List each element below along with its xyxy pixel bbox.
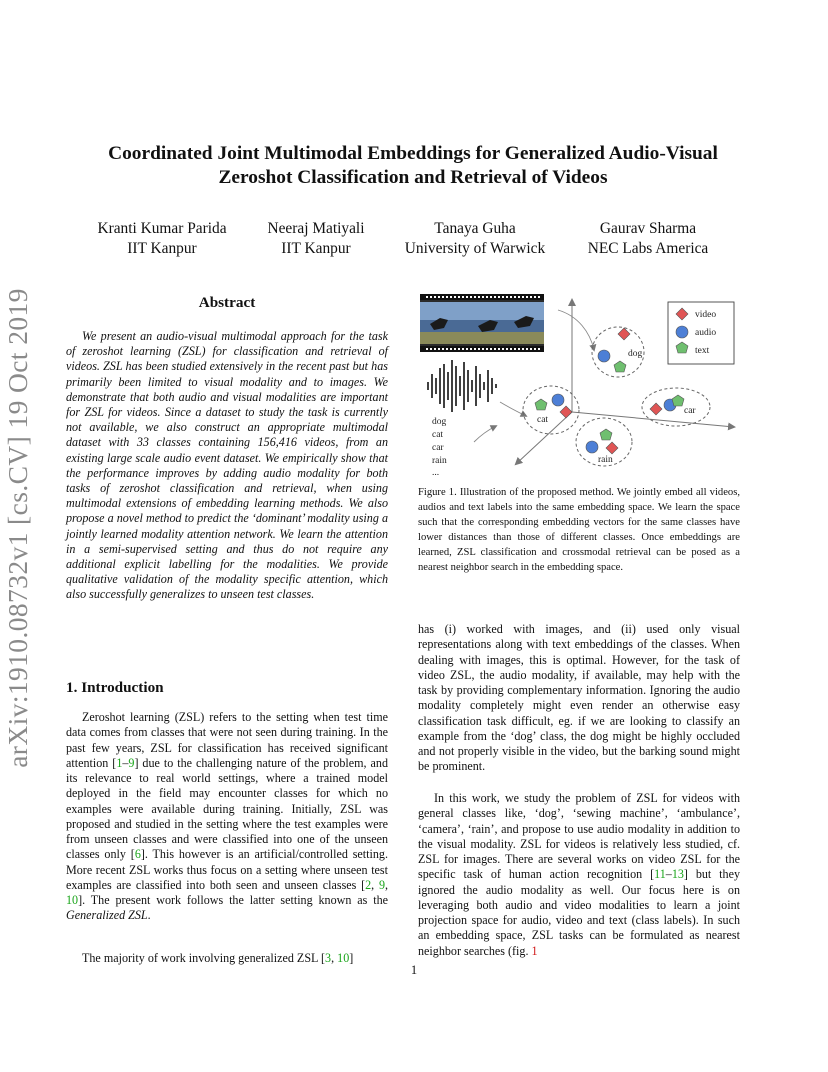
intro-paragraph-1 [66, 710, 388, 924]
citation-link[interactable]: 10 [66, 893, 79, 907]
citation-link[interactable]: 1 [116, 755, 123, 770]
author-affiliation: IIT Kanpur [281, 239, 351, 257]
citation-link[interactable]: 9 [128, 755, 135, 770]
word-label: rain [432, 456, 447, 466]
title-line-2: Zeroshot Classification and Retrieval of Videos [218, 167, 608, 188]
citation-link[interactable]: 3 [325, 951, 332, 965]
text-run: ] but they ignored the audio modality as well. Our focus here is on leveraging both audio and video modalities to learn a joint projection space for audio, video and text (class labels). In such an embedding space, ZSL tasks can be formulated as nearest neighbor searches (fig. [418, 867, 740, 958]
text-run: , [331, 951, 338, 965]
author-name: Tanaya Guha [434, 220, 516, 237]
title-line-1: Coordinated Joint Multimodal Embeddings for Generalized Audio-Visual [108, 143, 718, 164]
cluster-label-car: car [684, 406, 696, 416]
citation-link[interactable]: 6 [134, 847, 141, 862]
right-column-paragraph-1: has (i) worked with images, and (ii) used only visual representations along with text embeddings of the classes. When dealing with images, this is optimal. However, for the task of video ZSL, the audio modality, if available, may help with the task by providing complementary information. Ignoring the audio modality completely might even render an otherwise easy classification task difficult, eg. if we are looking to classify an example from the ‘dog’ class, the dog might be highly occluded and not properly visible in the video, but the barking sound might be prominent. [418, 622, 740, 774]
page-number: 1 [410, 963, 418, 977]
figure-legend [668, 302, 734, 364]
legend-label-audio: audio [695, 328, 717, 338]
text-run: – [122, 755, 129, 770]
cluster-cat [523, 386, 579, 434]
word-label: cat [432, 430, 444, 440]
cluster-label-dog: dog [628, 349, 643, 359]
figure-1-caption: Figure 1. Illustration of the proposed method. We jointly embed all videos, audios and text labels into the same embedding space. We learn the space such that the corresponding embedding vectors for the same classes have lower distances than those of different classes. Once embeddings are learned, ZSL classification and crossmodal retrieval can be posed as a nearest neighbor search in the embedding space. [418, 487, 740, 573]
cluster-dog [592, 327, 644, 377]
author-affiliation: NEC Labs America [587, 239, 709, 257]
legend-label-video: video [695, 310, 717, 320]
citation-link[interactable]: 10 [337, 951, 350, 965]
text-run: – [665, 867, 672, 882]
audio-circle-icon [676, 326, 688, 338]
author-2 [250, 219, 382, 258]
cluster-label-rain: rain [598, 455, 613, 465]
right-column-paragraph-2 [418, 791, 740, 959]
author-name: Gaurav Sharma [599, 220, 697, 237]
author-name: Kranti Kumar Parida [97, 220, 227, 237]
section-heading-introduction: 1. Introduction [66, 679, 164, 696]
word-label: ... [432, 468, 440, 478]
abstract-text: We present an audio-visual multimodal approach for the task of zeroshot learning (ZSL) for classification and retrieval of videos. ZSL has been studied extensively in the recent past but has primarily been limited to visual modality and to images. We demonstrate that both audio and visual modalities are important for ZSL for videos. Since a dataset to study the task is currently not available, we also construct an appropriate multimodal dataset with 33 classes containing 156,416 videos, from an existing large scale audio event dataset. We empirically show that the performance improves by adding audio modality for both tasks of zeroshot classification and retrieval, when using multimodal extensions of embedding learning methods. We also propose a novel method to predict the ‘dominant’ modality using a jointly learned modality attention network. We learn the attention in a semi-supervised setting and thus do not require any additional explicit labelling for the modalities. We provide qualitative validation of the modality specific attention, which also successfully generalizes to unseen test classes. [66, 329, 388, 602]
text-run: ]. This however is an artificial/controlled setting. More recent ZSL works thus focus on a setting where unseen test examples are classified into both seen and unseen classes [ [66, 847, 388, 892]
class-word-list [432, 417, 447, 478]
author-1 [84, 219, 240, 258]
figure-1-illustration [418, 292, 740, 478]
author-4 [570, 219, 726, 258]
word-label: dog [432, 417, 447, 427]
author-affiliation: IIT Kanpur [127, 239, 197, 257]
author-name: Neeraj Matiyali [267, 220, 365, 237]
paper-title [60, 142, 766, 190]
text-run: , [384, 877, 389, 892]
citation-link[interactable]: 9 [378, 877, 385, 892]
author-3 [395, 219, 555, 258]
text-run: ]. The present work follows the latter setting known as the [78, 893, 388, 907]
text-run: In this work, we study the problem of ZSL for videos with general classes like, ‘dog’, ‘sewing machine’, ‘ambulance’, ‘camera’, ‘rain’, and propose to use audio modality in addition to the visual modality. ZSL for videos is relatively less studied, cf. ZSL for images. There are several works on video ZSL for the specific task of human action recognition [ [418, 791, 740, 882]
legend-label-text: text [695, 346, 710, 356]
video-filmstrip [420, 294, 544, 352]
text-run: ] [349, 951, 354, 965]
citation-link[interactable]: 11 [654, 867, 666, 882]
citation-link[interactable]: 2 [365, 877, 372, 892]
cluster-label-cat: cat [537, 415, 549, 425]
cluster-rain [576, 418, 632, 466]
audio-waveform-icon [428, 360, 496, 412]
cluster-car [642, 388, 710, 426]
figure-reference-link[interactable]: 1 [531, 943, 538, 958]
author-affiliation: University of Warwick [404, 239, 546, 257]
text-run: , [371, 877, 379, 892]
text-run: . [147, 908, 151, 923]
citation-link[interactable]: 13 [671, 867, 684, 882]
arxiv-stamp: arXiv:1910.08732v1 [cs.CV] 19 Oct 2019 [2, 288, 33, 768]
text-run: ] due to the challenging nature of the problem, and its relevance to real world settings, where a trained model deployed in the field may encounter classes for which no examples were available during training. Initially, ZSL was proposed and studied in the setting where the test examples were from unseen classes and were classified into one of the unseen classes only [ [66, 755, 389, 862]
text-run: Zeroshot learning (ZSL) refers to the setting when test time data comes from classes that were not seen during training. In the past few years, ZSL for classification has received significant attention [ [66, 710, 388, 770]
text-run: The majority of work involving generalized ZSL [ [82, 951, 326, 965]
emphasis-text: Generalized ZSL [66, 908, 148, 923]
word-label: car [432, 443, 444, 453]
abstract-heading: Abstract [198, 294, 256, 311]
